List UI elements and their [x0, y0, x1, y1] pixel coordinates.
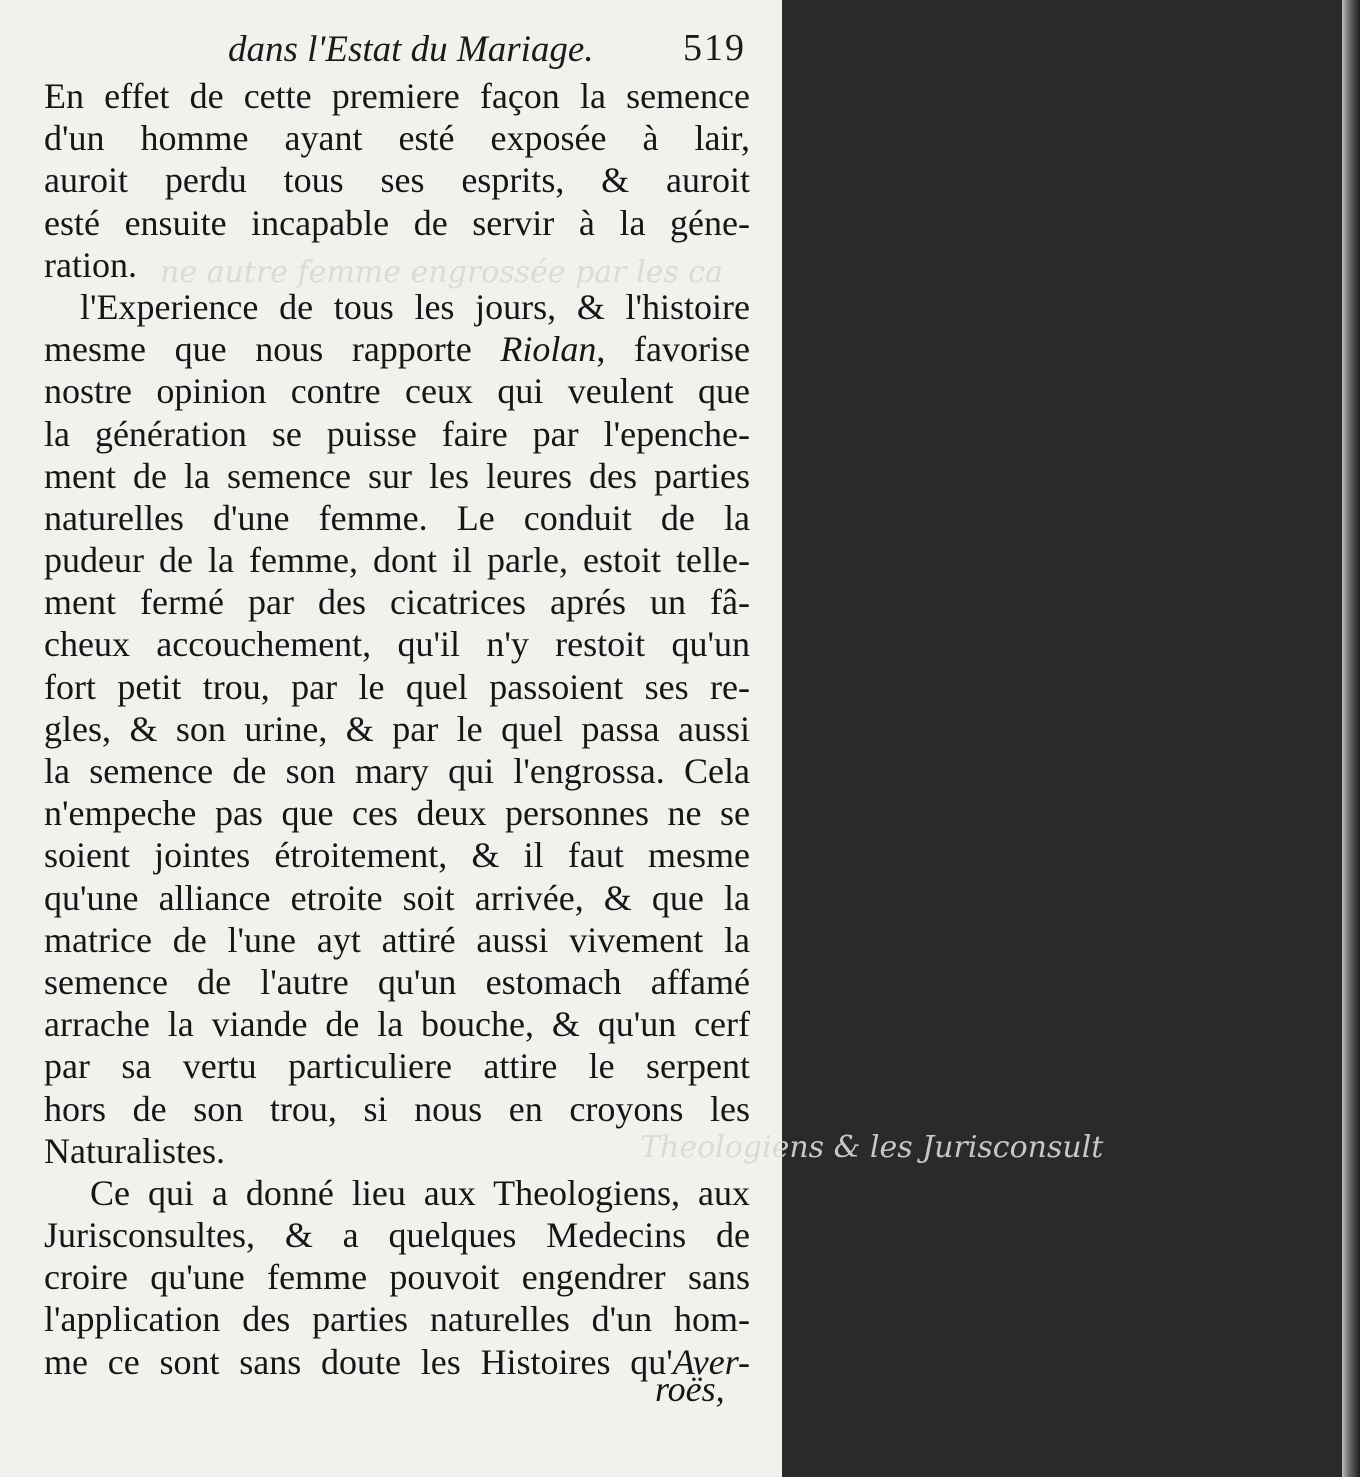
running-header [0, 22, 782, 72]
text-line: l'application des parties naturelles d'un hom- [44, 1299, 750, 1340]
text-line-with-name [44, 1341, 750, 1383]
text-line: croire qu'une femme pouvoit engendrer sans [44, 1257, 750, 1298]
page-number: 519 [683, 27, 746, 69]
text-line: soient jointes étroitement, & il faut mesme [44, 835, 750, 876]
text-line: esté ensuite incapable de servir à la géne- [44, 202, 750, 243]
text-line: nostre opinion contre ceux qui veulent que [44, 371, 750, 412]
text-line: Ce qui a donné lieu aux Theologiens, aux [90, 1172, 750, 1213]
running-title: dans l'Estat du Mariage. [228, 29, 594, 70]
text-line: ment fermé par des cicatrices aprés un fâ- [44, 582, 750, 623]
text-line: naturelles d'une femme. Le conduit de la [44, 497, 750, 538]
text-line: matrice de l'une ayt attiré aussi vivement la [44, 919, 750, 960]
text-line: Naturalistes. [44, 1130, 225, 1171]
text-line: l'Experience de tous les jours, & l'histoire [80, 286, 750, 327]
text-segment: me ce sont sans doute les Histoires qu' [44, 1341, 673, 1382]
text-line: ment de la semence sur les leures des parties [44, 455, 750, 496]
page-body [44, 75, 750, 1383]
show-through-text: ne autre femme engrossée par les ca [160, 255, 723, 290]
text-line: la génération se puisse faire par l'epenche- [44, 413, 750, 454]
text-segment: mesme que nous rapporte [44, 329, 472, 370]
author-name-italic: Aver- [672, 1341, 750, 1382]
text-line: pudeur de la femme, dont il parle, estoit telle- [44, 540, 750, 581]
text-line: fort petit trou, par le quel passoient ses re- [44, 666, 750, 707]
text-line: ration. [44, 244, 137, 285]
text-line: arrache la viande de la bouche, & qu'un cerf [44, 1004, 750, 1045]
text-segment: , favorise [596, 329, 750, 370]
book-gutter-edge [1342, 0, 1360, 1477]
text-line: d'un homme ayant esté exposée à lair, [44, 118, 750, 159]
text-line: semence de l'autre qu'un estomach affamé [44, 961, 750, 1002]
text-line: Jurisconsultes, & a quelques Medecins de [44, 1215, 750, 1256]
text-line: auroit perdu tous ses esprits, & auroit [44, 160, 750, 201]
text-line: hors de son trou, si nous en croyons les [44, 1088, 750, 1129]
show-through-text: Theologiens & les Jurisconsult [640, 1130, 1104, 1165]
text-line: cheux accouchement, qu'il n'y restoit qu'un [44, 624, 750, 665]
text-line: par sa vertu particuliere attire le serpent [44, 1046, 750, 1087]
text-line: En effet de cette premiere façon la semence [44, 76, 750, 116]
text-line-with-name [44, 328, 750, 370]
text-line: n'empeche pas que ces deux personnes ne se [44, 793, 750, 834]
text-line: la semence de son mary qui l'engrossa. Cela [44, 751, 750, 791]
author-name-italic: Riolan [500, 329, 597, 370]
text-line: qu'une alliance etroite soit arrivée, & que la [44, 877, 750, 918]
catchword: roës, [655, 1369, 725, 1409]
text-line: gles, & son urine, & par le quel passa aussi [44, 708, 750, 749]
